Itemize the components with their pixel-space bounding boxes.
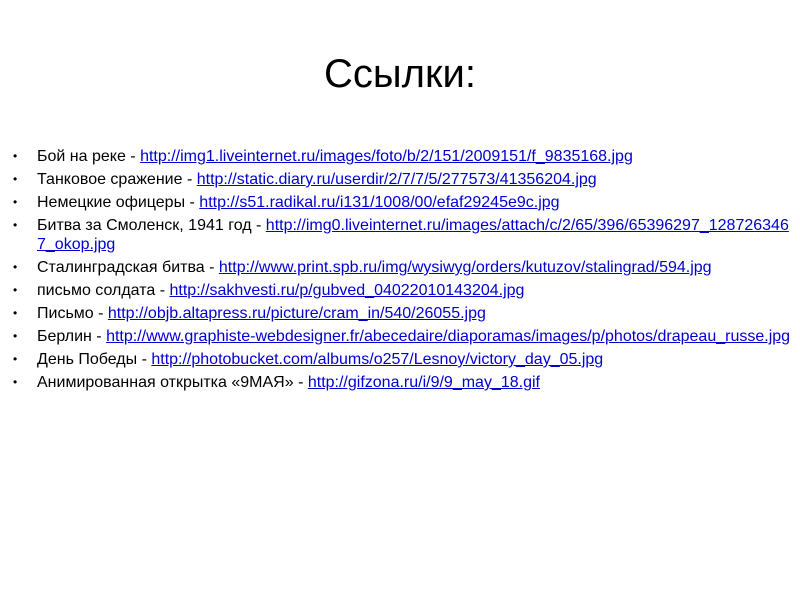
list-item-berlin [13,327,793,346]
bullet-icon: • [13,283,18,297]
bullet-icon: • [13,352,18,366]
item-link[interactable]: http://gifzona.ru/i/9/9_may_18.gif [307,374,540,391]
list-item-german-officers [13,193,793,212]
list-item-tank-battle [13,170,793,189]
list-item-letter [13,304,793,323]
item-label: День Победы - [37,351,152,368]
list-item-animated-card [13,373,793,392]
item-label: Анимированная открытка «9МАЯ» - [37,374,308,391]
list-item-smolensk [13,216,793,254]
bullet-icon: • [13,149,18,163]
item-label: Письмо - [37,305,108,322]
bullet-icon: • [13,260,18,274]
list-item-soldier-letter [13,281,793,300]
item-link[interactable]: http://sakhvesti.ru/p/gubved_04022010143204.jpg [169,282,525,299]
item-label: Немецкие офицеры - [37,194,200,211]
bullet-icon: • [13,195,18,209]
bullet-icon: • [13,218,18,232]
item-label: письмо солдата - [37,282,170,299]
item-link[interactable]: http://www.graphiste-webdesigner.fr/abecedaire/diaporamas/images/p/photos/drapeau_russe.jpg [106,328,791,345]
list-item-stalingrad [13,258,793,277]
item-link[interactable]: http://photobucket.com/albums/o257/Lesnoy/victory_day_05.jpg [151,351,604,368]
item-link[interactable]: http://static.diary.ru/userdir/2/7/7/5/277573/41356204.jpg [196,171,597,188]
item-link[interactable]: http://img0.liveinternet.ru/images/attach/c/2/65/396/65396297_1287263467_okop.jpg [37,217,789,253]
item-label: Битва за Смоленск, 1941 год - [37,217,266,234]
item-link[interactable]: http://s51.radikal.ru/i131/1008/00/efaf29245e9c.jpg [199,194,560,211]
item-link[interactable]: http://img1.liveinternet.ru/images/foto/b/2/151/2009151/f_9835168.jpg [140,148,633,165]
list-item-battle-river [13,147,793,166]
item-label: Сталинградская битва - [37,259,219,276]
item-label: Берлин - [37,328,107,345]
bullet-icon: • [13,306,18,320]
slide-title: Ссылки: [324,52,476,96]
list-item-victory-day [13,350,793,369]
bullet-icon: • [13,172,18,186]
item-link[interactable]: http://www.print.spb.ru/img/wysiwyg/orders/kutuzov/stalingrad/594.jpg [218,259,712,276]
links-list [13,147,793,396]
item-label: Бой на реке - [37,148,141,165]
bullet-icon: • [13,329,18,343]
bullet-icon: • [13,375,18,389]
item-label: Танковое сражение - [37,171,197,188]
item-link[interactable]: http://objb.altapress.ru/picture/cram_in/540/26055.jpg [107,305,486,322]
